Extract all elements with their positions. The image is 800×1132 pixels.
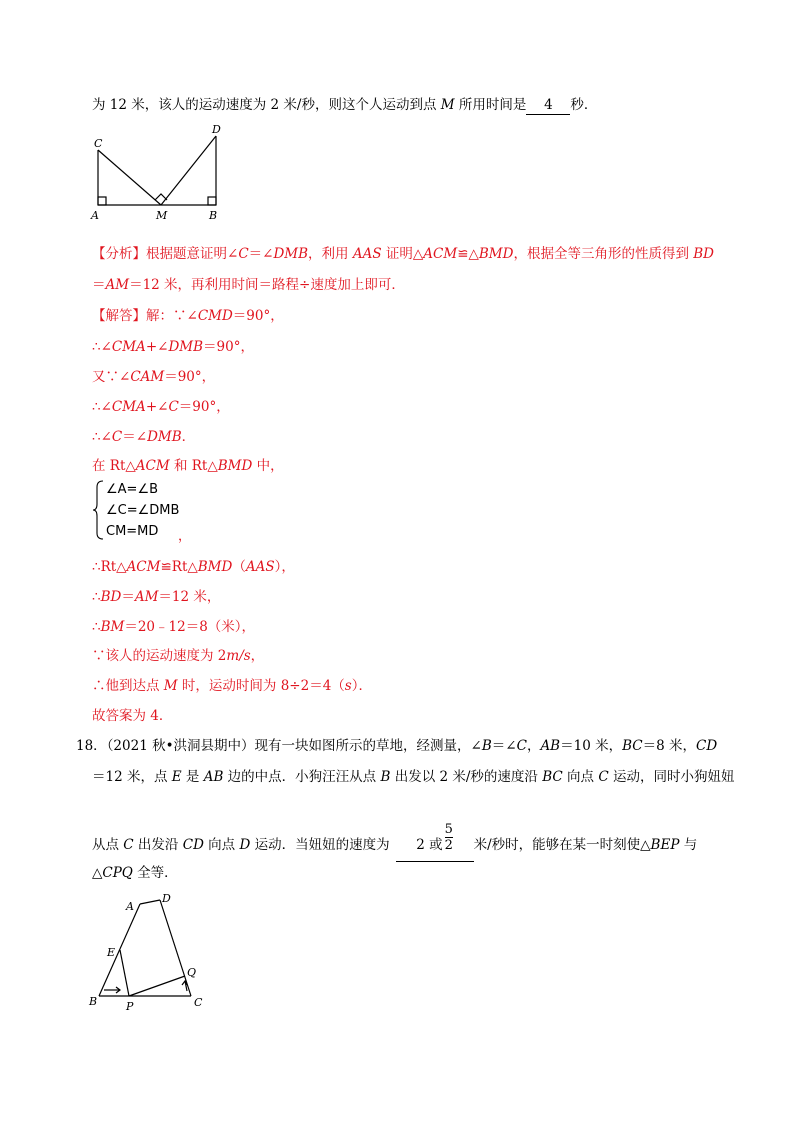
solution-line-11: ∴他到达点 M 时，运动时间为 8÷2＝4（s）． <box>92 678 372 694</box>
label-d: D <box>162 892 171 905</box>
right-angle-a <box>98 197 106 205</box>
q18-line-1: 18．（2021 秋•洪洞县期中）现有一块如图所示的草地，经测量，∠B＝∠C，AB＝10 米，BC＝8 米，CD <box>76 738 718 754</box>
solution-line-6: 在 Rt△ACM 和 Rt△BMD 中， <box>92 458 284 474</box>
top-text-line: 为 12 米，该人的运动速度为 2 米/秒，则这个人运动到点 M 所用时间是 4 秒． <box>92 97 598 113</box>
segment-ad <box>140 900 160 904</box>
figure-quadrilateral <box>86 890 216 1015</box>
left-brace <box>92 479 104 541</box>
solution-line-5: ∴∠C＝∠DMB． <box>92 429 196 445</box>
question-number: 18． <box>76 738 107 754</box>
answer-blank-q18: 2 或 $\frac{5}{2}$ <box>396 830 474 862</box>
label-c: C <box>194 996 203 1009</box>
segment-md <box>161 136 216 205</box>
segment-dc <box>160 900 191 996</box>
q18-line-2: ＝12 米，点 E 是 AB 边的中点．小狗汪汪从点 B 出发以 2 米/秒的速度沿 BC 向点 C 运动，同时小狗妞妞 <box>92 769 735 785</box>
solution-line-4: ∴∠CMA+∠C＝90°， <box>92 399 230 415</box>
system-row-2: ∠C=∠DMB <box>106 503 180 518</box>
right-angle-b <box>208 197 216 205</box>
figure-right-angle-triangles <box>88 122 228 222</box>
label-b: B <box>209 209 218 222</box>
label-c: C <box>94 137 103 150</box>
label-p: P <box>126 1000 134 1013</box>
solution-line-9: ∴BM＝20﹣12＝8（米）， <box>92 619 256 635</box>
label-b: B <box>89 995 98 1008</box>
solution-line-10: ∵该人的运动速度为 2m/s， <box>92 648 265 664</box>
q18-line-3: 从点 C 出发沿 CD 向点 D 运动．当妞妞的速度为 2 或 $\frac{5}{2}$ 米/秒时，能够在某一时刻使△BEP 与 <box>92 830 697 862</box>
system-row-1: ∠A=∠B <box>106 482 159 497</box>
system-row-3: CM=MD <box>106 524 159 539</box>
segment-pq <box>129 976 185 996</box>
label-m: M <box>156 209 168 222</box>
system-comma: ， <box>178 529 192 544</box>
answer-blank: 4 <box>526 96 570 115</box>
solution-line-2: ∴∠CMA+∠DMB＝90°， <box>92 339 254 355</box>
segment-ep <box>120 950 129 996</box>
segment-cm <box>98 150 161 205</box>
fraction: $\frac{5}{2}$ <box>444 822 453 853</box>
analysis-line-1: 【分析】根据题意证明∠C＝∠DMB，利用 AAS 证明△ACM≌△BMD，根据全等三角形的性质得到 BD <box>92 246 715 262</box>
label-a: A <box>91 209 99 222</box>
q18-line-4: △CPQ 全等． <box>92 865 178 881</box>
solution-line-1: 【解答】解：∵∠CMD＝90°， <box>92 308 284 324</box>
label-e: E <box>107 946 116 959</box>
label-a: A <box>126 900 134 913</box>
solution-line-7: ∴Rt△ACM≌Rt△BMD（AAS）， <box>92 559 295 575</box>
analysis-line-2: ＝AM＝12 米，再利用时间＝路程÷速度加上即可． <box>92 277 405 293</box>
solution-line-3: 又∵∠CAM＝90°， <box>92 369 216 385</box>
solution-line-12: 故答案为 4． <box>92 708 173 724</box>
label-d: D <box>212 123 221 136</box>
label-q: Q <box>187 966 197 979</box>
segment-ba <box>99 904 140 996</box>
solution-line-8: ∴BD＝AM＝12 米， <box>92 589 221 605</box>
